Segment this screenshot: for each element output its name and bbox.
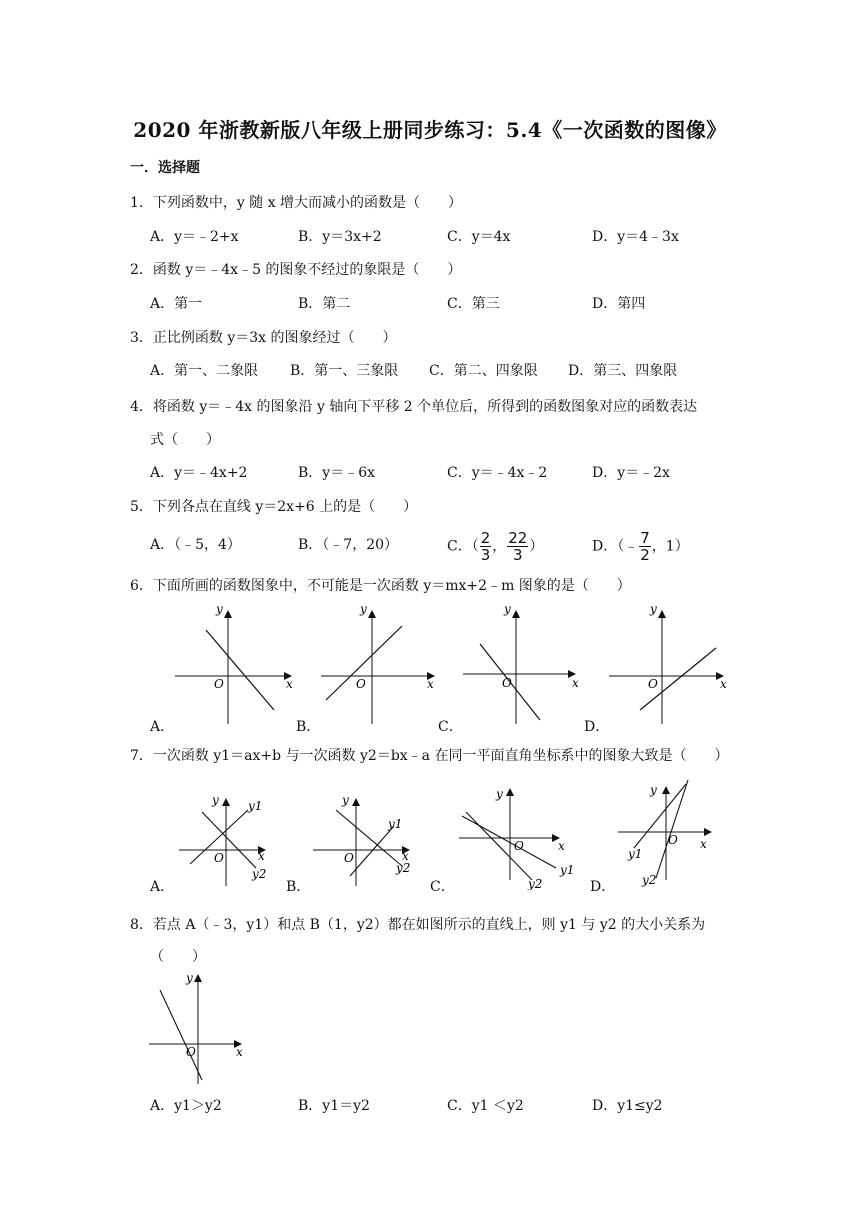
section-heading: 一．选择题 xyxy=(130,160,200,176)
y-axis-label: y xyxy=(504,602,511,616)
page-title: 2020 年浙教新版八年级上册同步练习：5.4《一次函数的图像》 xyxy=(133,118,727,142)
question-3-options xyxy=(150,360,770,380)
y2-label: y2 xyxy=(396,861,411,875)
option-d[interactable]: D．第三、四象限 xyxy=(568,363,678,379)
graph-label-a[interactable]: A． xyxy=(150,719,175,735)
option-a[interactable]: A．（﹣5，4） xyxy=(150,537,241,553)
y-axis-arrow xyxy=(506,788,514,796)
question-4: 4．将函数 y＝﹣4x 的图象沿 y 轴向下平移 2 个单位后，所得到的函数图象对应的函数表达 xyxy=(130,399,698,415)
option-c[interactable]: C．y＝4x xyxy=(447,229,511,245)
option-a[interactable]: A．y1＞y2 xyxy=(150,1098,222,1114)
graph-6a[interactable] xyxy=(170,602,300,727)
y-axis-arrow xyxy=(368,610,376,618)
y-axis-arrow xyxy=(224,610,232,618)
y-axis-arrow xyxy=(194,974,202,982)
graph-label-a[interactable]: A． xyxy=(150,879,175,895)
x-axis-label: x xyxy=(258,849,265,863)
option-d[interactable]: D．（﹣ $\frac{7}{2}$ ，1） xyxy=(592,529,689,564)
graph-8 xyxy=(146,966,256,1086)
y-axis-label: y xyxy=(342,793,349,807)
graph-6c[interactable] xyxy=(460,602,590,727)
graph-7d[interactable] xyxy=(612,776,722,890)
option-a[interactable]: A．第一 xyxy=(150,296,203,312)
fraction: $\frac{2}{3}$ xyxy=(480,529,491,564)
graph-6d[interactable] xyxy=(606,602,736,727)
y-axis-label: y xyxy=(216,602,223,616)
y-axis-arrow xyxy=(658,610,666,618)
y2-label: y2 xyxy=(528,877,543,890)
fraction: $\frac{22}{3}$ xyxy=(508,529,528,564)
origin-label: O xyxy=(214,851,224,865)
option-c[interactable]: C．y1 ＜y2 xyxy=(447,1098,524,1114)
y-axis-arrow xyxy=(352,798,360,806)
line-y1 xyxy=(634,784,686,848)
question-8: 8．若点 A（﹣3，y1）和点 B（1，y2）都在如图所示的直线上，则 y1 与 y2 的大小关系为 xyxy=(130,917,706,933)
y2-label: y2 xyxy=(252,867,267,881)
graph-label-c[interactable]: C． xyxy=(430,879,455,895)
y-axis-arrow xyxy=(512,610,520,618)
option-d[interactable]: D．第四 xyxy=(592,296,646,312)
option-b[interactable]: B．第二 xyxy=(298,296,351,312)
option-b[interactable]: B．第一、三象限 xyxy=(290,363,399,379)
graph-6b[interactable] xyxy=(316,602,446,727)
option-b[interactable]: B．y＝3x+2 xyxy=(298,229,382,245)
y-axis-label: y xyxy=(650,602,657,616)
line-y2 xyxy=(202,812,256,868)
option-c[interactable]: C．第二、四象限 xyxy=(429,363,538,379)
graph-label-b[interactable]: B． xyxy=(296,719,321,735)
option-c[interactable]: C．（ $\frac{2}{3}$ ， $\frac{22}{3}$ ） xyxy=(447,529,544,564)
option-d[interactable]: D．y＝﹣2x xyxy=(592,465,670,481)
question-4-cont: 式（ ） xyxy=(150,432,220,448)
function-line xyxy=(160,990,202,1080)
x-axis-label: x xyxy=(720,677,727,691)
y-axis-label: y xyxy=(186,971,193,985)
origin-label: O xyxy=(356,677,366,691)
question-2: 2．函数 y＝﹣4x﹣5 的图象不经过的象限是（ ） xyxy=(130,262,462,278)
question-4-options xyxy=(150,462,770,482)
option-a[interactable]: A．第一、二象限 xyxy=(150,363,259,379)
option-b[interactable]: B．（﹣7，20） xyxy=(298,537,399,553)
x-axis-label: x xyxy=(700,837,707,851)
graph-label-d[interactable]: D． xyxy=(590,879,616,895)
question-6: 6．下面所画的函数图象中，不可能是一次函数 y＝mx+2﹣m 图象的是（ ） xyxy=(130,578,631,594)
graph-label-c[interactable]: C． xyxy=(438,719,463,735)
graph-label-b[interactable]: B． xyxy=(286,879,311,895)
question-7: 7．一次函数 y1＝ax+b 与一次函数 y2＝bx﹣a 在同一平面直角坐标系中的图象大致是（ ） xyxy=(130,748,729,764)
x-axis-label: x xyxy=(402,849,409,863)
x-axis-label: x xyxy=(572,676,579,690)
origin-label: O xyxy=(214,677,224,691)
y-axis-label: y xyxy=(360,602,367,616)
option-b[interactable]: B．y＝﹣6x xyxy=(298,465,375,481)
option-a[interactable]: A．y＝﹣2+x xyxy=(150,229,239,245)
function-line xyxy=(206,630,274,710)
question-3: 3．正比例函数 y＝3x 的图象经过（ ） xyxy=(130,330,397,346)
line-y2 xyxy=(656,780,688,878)
x-axis-arrow xyxy=(704,828,712,836)
question-5-options xyxy=(150,530,770,564)
question-1-options xyxy=(150,226,770,246)
origin-label: O xyxy=(514,839,524,853)
origin-label: O xyxy=(186,1045,196,1059)
y2-label: y2 xyxy=(642,873,657,887)
graph-7c[interactable] xyxy=(456,780,586,890)
x-axis-label: x xyxy=(236,1045,243,1059)
x-axis-label: x xyxy=(558,839,565,853)
option-c[interactable]: C．y＝﹣4x﹣2 xyxy=(447,465,548,481)
origin-label: O xyxy=(668,833,678,847)
graph-7a[interactable] xyxy=(176,788,286,888)
line-y1 xyxy=(350,826,394,876)
origin-label: O xyxy=(344,851,354,865)
option-c[interactable]: C．第三 xyxy=(447,296,500,312)
graph-label-d[interactable]: D． xyxy=(584,719,610,735)
y-axis-label: y xyxy=(212,793,219,807)
fraction: $\frac{7}{2}$ xyxy=(640,529,650,564)
question-2-options xyxy=(150,293,770,313)
origin-label: O xyxy=(502,676,512,690)
y1-label: y1 xyxy=(628,847,643,861)
y-axis-arrow xyxy=(662,786,670,794)
question-1: 1．下列函数中，y 随 x 增大而减小的函数是（ ） xyxy=(130,195,463,211)
option-a[interactable]: A．y＝﹣4x+2 xyxy=(150,465,248,481)
question-5: 5．下列各点在直线 y＝2x+6 上的是（ ） xyxy=(130,499,418,515)
y1-label: y1 xyxy=(560,863,575,877)
option-d[interactable]: D．y1≤y2 xyxy=(592,1098,663,1114)
x-axis-label: x xyxy=(427,677,434,691)
option-d[interactable]: D．y＝4﹣3x xyxy=(592,229,679,245)
graph-7b[interactable] xyxy=(310,788,420,888)
y-axis-arrow xyxy=(222,798,230,806)
y-axis-label: y xyxy=(650,783,657,797)
origin-label: O xyxy=(648,677,658,691)
line-y1 xyxy=(462,816,556,868)
x-axis-label: x xyxy=(286,677,293,691)
y1-label: y1 xyxy=(388,817,403,831)
question-8-cont: （ ） xyxy=(150,949,206,965)
y1-label: y1 xyxy=(248,799,263,813)
option-b[interactable]: B．y1＝y2 xyxy=(298,1098,370,1114)
y-axis-label: y xyxy=(496,787,503,801)
question-8-options xyxy=(150,1095,770,1115)
